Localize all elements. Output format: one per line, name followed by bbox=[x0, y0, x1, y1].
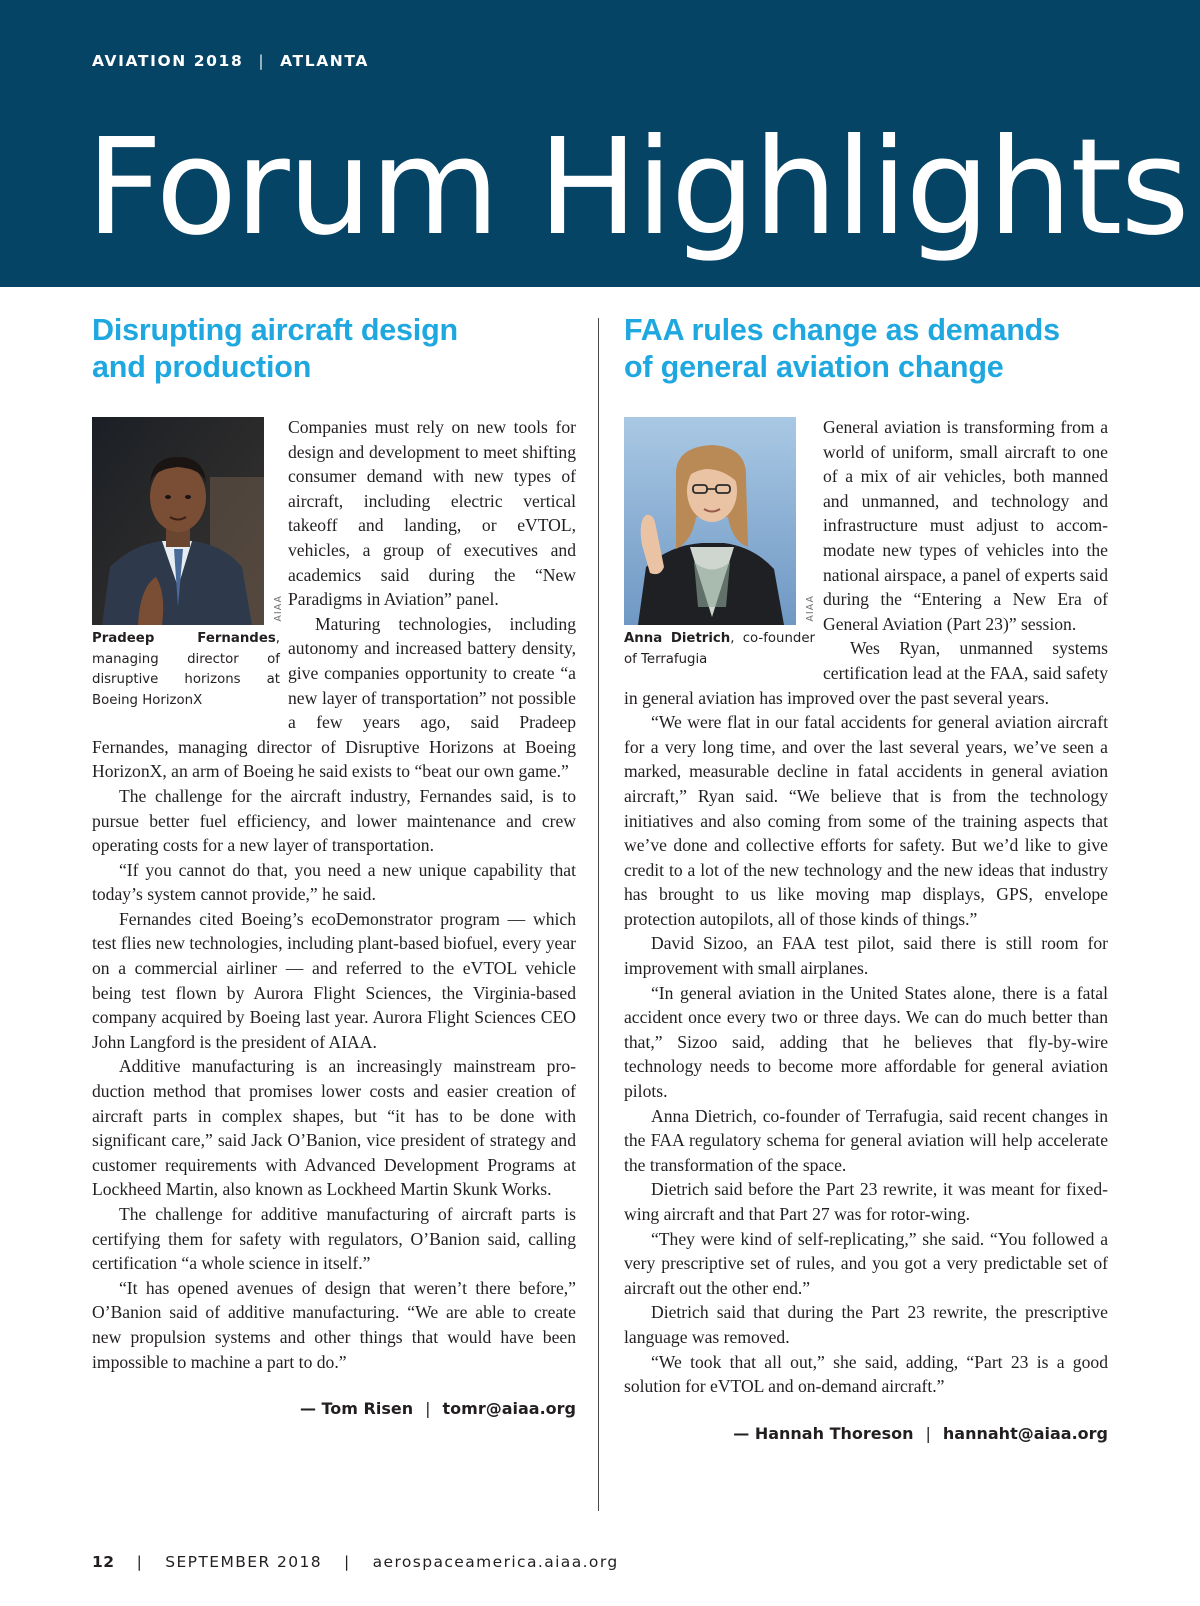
right-paragraph: Wes Ryan, unmanned systems certification lead at the FAA, said safety in general aviation has improved over the past several years. bbox=[624, 638, 1108, 708]
left-paragraph: Maturing technologies, including autonomy and increased battery density, give companies opportunity to create “a new layer of transportation” not possible a few years ago, said Pradeep Fernandes, managing director of Disruptive Horizons at Boeing HorizonX, an arm of Boeing he said exists to “beat our own game.” bbox=[92, 613, 576, 782]
right-headline-line2: of general aviation change bbox=[624, 350, 1004, 384]
column-divider bbox=[598, 318, 599, 1511]
right-figure bbox=[624, 415, 823, 670]
right-caption bbox=[624, 629, 823, 670]
left-paragraph: “If you cannot do that, you need a new unique capability that today’s system cannot provide,” he said. bbox=[92, 859, 576, 905]
right-byline bbox=[624, 1424, 1108, 1443]
left-figure bbox=[92, 415, 288, 711]
portrait-photo-dietrich bbox=[624, 417, 796, 625]
footer-separator: | bbox=[344, 1553, 351, 1571]
website-link[interactable]: aerospaceamerica.aiaa.org bbox=[372, 1553, 619, 1571]
right-caption-role: , co-founder of Terrafugia bbox=[624, 631, 815, 667]
right-article-body bbox=[624, 415, 1108, 1399]
footer-separator: | bbox=[136, 1553, 144, 1571]
left-paragraph: “It has opened avenues of design that weren’t there before,” O’Banion said of additive manufacturing. “We are able to create new propulsion systems and other things that would have been impossible to machine a part to do.” bbox=[92, 1277, 576, 1372]
issue-date: SEPTEMBER 2018 bbox=[165, 1553, 322, 1571]
left-headline-line1: Disrupting aircraft design bbox=[92, 313, 458, 347]
left-paragraph: The challenge for additive manufacturing of aircraft parts is certifying them for safety with regulators, O’Banion said, calling certification “a whole science in itself.” bbox=[92, 1204, 576, 1274]
left-caption-name: Pradeep Fernandes bbox=[92, 631, 276, 646]
right-caption-name: Anna Dietrich bbox=[624, 631, 731, 646]
right-paragraph: Dietrich said that during the Part 23 rewrite, the prescriptive language was removed. bbox=[624, 1302, 1108, 1347]
kicker-separator: | bbox=[258, 52, 266, 70]
header-banner bbox=[0, 0, 1200, 287]
section-kicker bbox=[92, 52, 369, 70]
page-footer bbox=[92, 1553, 619, 1571]
right-headline bbox=[624, 312, 1108, 386]
left-paragraph: Companies must rely on new tools for design and development to meet shifting consumer demand with new types of aircraft, including electric vertical takeoff and landing, or eVTOL, vehicles, a group of executives and academics said during the “New Paradigms in Aviation” panel. bbox=[288, 417, 576, 610]
right-paragraph: “They were kind of self-replicating,” she said. “You followed a very prescriptive set of rules, and you got a very predictable set of aircraft out the other end.” bbox=[624, 1228, 1108, 1298]
page-number: 12 bbox=[92, 1553, 115, 1571]
left-article-body bbox=[92, 415, 576, 1374]
left-headline bbox=[92, 312, 576, 386]
left-byline-separator: | bbox=[425, 1399, 431, 1419]
right-photo-credit: AIAA bbox=[805, 595, 816, 622]
left-byline bbox=[92, 1399, 576, 1418]
right-paragraph: David Sizoo, an FAA test pilot, said there is still room for improvement with small airplanes. bbox=[624, 933, 1108, 979]
left-paragraph: Fernandes cited Boeing’s ecoDemonstrator program — which test flies new technologies, including plant-based biofuel, every year on a commercial airliner — and referred to the eVTOL vehicle being test flown by Aurora Flight Sciences, the Virginia-based company acquired by Boeing last year. Aurora Flight Sciences CEO John Langford is the president of AIAA. bbox=[92, 908, 576, 1052]
right-headline-line1: FAA rules change as demands bbox=[624, 313, 1060, 347]
right-paragraph: “We were flat in our fatal accidents for general aviation aircraft for a very long time, and over the last several years, we’ve seen a marked, measurable decline in fatal accidents in general aviation aircraft,” Ryan said. “We believe that is from the technology initiatives and also coming from some of the training aspects that we’ve done and collective efforts for safety. But we’d like to give credit to a lot of the new technology and the new ideas that industry has brought to us like moving map displays, GPS, envelope protection autopilots, all of those kinds of things.” bbox=[624, 712, 1108, 929]
left-byline-author: — Tom Risen bbox=[299, 1399, 414, 1419]
right-paragraph: “We took that all out,” she said, adding, “Part 23 is a good solution for eVTOL and on-demand aircraft.” bbox=[624, 1351, 1108, 1397]
left-headline-line2: and production bbox=[92, 350, 312, 384]
right-byline-author: — Hannah Thoreson bbox=[733, 1423, 914, 1443]
right-paragraph: Dietrich said before the Part 23 rewrite, it was meant for fixed-wing aircraft and that Part 27 was for rotor-wing. bbox=[624, 1179, 1108, 1224]
right-article bbox=[624, 312, 1108, 1443]
page-title: Forum Highlights bbox=[86, 111, 1188, 265]
right-byline-separator: | bbox=[925, 1423, 931, 1443]
right-byline-email[interactable]: hannaht@aiaa.org bbox=[942, 1423, 1108, 1443]
left-caption bbox=[92, 629, 288, 711]
left-paragraph: The challenge for the aircraft industry, Fernandes said, is to pursue better fuel efficiency, and lower maintenance and crew operating costs for a new layer of transportation. bbox=[92, 785, 576, 856]
right-paragraph: Anna Dietrich, co-founder of Terrafugia, said recent changes in the FAA regulatory schema for general aviation will help accelerate the transformation of the space. bbox=[624, 1105, 1108, 1175]
portrait-photo-fernandes bbox=[92, 417, 264, 625]
left-byline-email[interactable]: tomr@aiaa.org bbox=[442, 1399, 576, 1419]
left-caption-role: , managing director of disruptive horizons at Boeing HorizonX bbox=[92, 631, 280, 708]
left-paragraph: Additive manufacturing is an increasingly mainstream production method that promises lower costs and easier creation of aircraft parts in complex shapes, but “it has to be done with significant care,” said Jack O’Banion, vice president of strategy and customer requirements with Advanced Development Programs at Lockheed Martin, also known as Lockheed Martin Skunk Works. bbox=[92, 1056, 576, 1200]
location-label: ATLANTA bbox=[280, 52, 369, 70]
event-label: AVIATION 2018 bbox=[92, 52, 244, 70]
left-photo-credit: AIAA bbox=[273, 595, 284, 622]
left-article bbox=[92, 312, 576, 1418]
right-paragraph: “In general aviation in the United States alone, there is a fatal accident once every two or three days. We can do much better than that,” Sizoo said, adding that he believes that fly-by-wire technology needs to become more affordable for general aviation pilots. bbox=[624, 982, 1108, 1102]
right-paragraph: General aviation is transforming from a world of uniform, small aircraft to one of a mix of air vehicles, both manned and unmanned, and technology and infrastructure must adjust to accommodate new types of vehicles into the national airspace, a panel of experts said during the “Entering a New Era of General Aviation (Part 23)” session. bbox=[823, 417, 1108, 634]
